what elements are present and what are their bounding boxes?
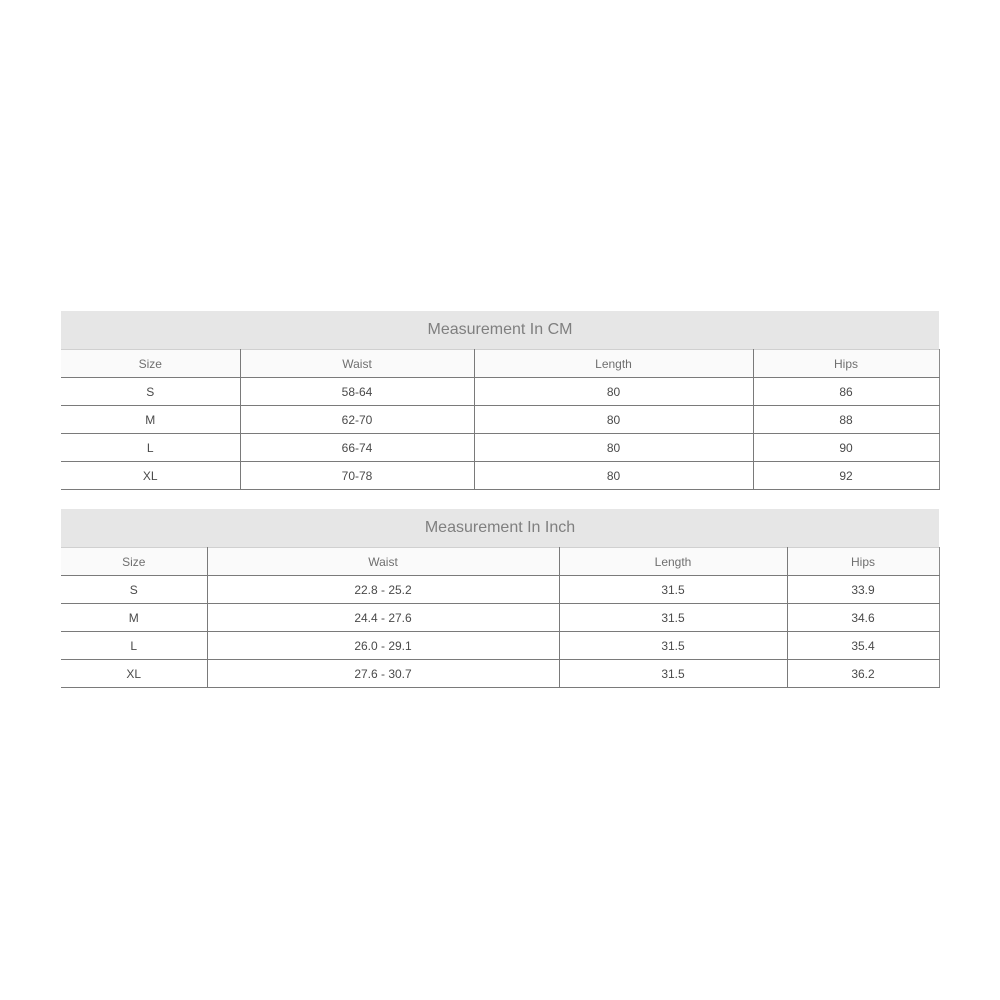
- length-cell: 31.5: [559, 576, 787, 604]
- length-cell: 80: [474, 462, 753, 490]
- size-cell: M: [61, 604, 207, 632]
- size-cell: XL: [61, 660, 207, 688]
- waist-cell: 27.6 - 30.7: [207, 660, 559, 688]
- table-title: Measurement In Inch: [61, 509, 939, 547]
- table-row: [61, 406, 939, 434]
- size-chart-cm: [61, 311, 939, 490]
- waist-cell: 70-78: [240, 462, 474, 490]
- length-cell: 80: [474, 378, 753, 406]
- column-header-waist: Waist: [240, 350, 474, 378]
- hips-cell: 36.2: [787, 660, 939, 688]
- table-title: Measurement In CM: [61, 311, 939, 349]
- table-row: [61, 434, 939, 462]
- length-cell: 80: [474, 406, 753, 434]
- size-table-inch: [61, 547, 940, 688]
- length-cell: 31.5: [559, 660, 787, 688]
- table-row: [61, 462, 939, 490]
- column-header-length: Length: [474, 350, 753, 378]
- waist-cell: 26.0 - 29.1: [207, 632, 559, 660]
- column-header-length: Length: [559, 548, 787, 576]
- waist-cell: 58-64: [240, 378, 474, 406]
- length-cell: 31.5: [559, 604, 787, 632]
- table-row: [61, 378, 939, 406]
- column-header-waist: Waist: [207, 548, 559, 576]
- size-cell: L: [61, 632, 207, 660]
- length-cell: 80: [474, 434, 753, 462]
- size-cell: L: [61, 434, 240, 462]
- table-row: [61, 604, 939, 632]
- table-row: [61, 660, 939, 688]
- header-row: [61, 548, 939, 576]
- size-cell: S: [61, 378, 240, 406]
- size-cell: S: [61, 576, 207, 604]
- table-row: [61, 632, 939, 660]
- hips-cell: 92: [753, 462, 939, 490]
- column-header-size: Size: [61, 548, 207, 576]
- hips-cell: 35.4: [787, 632, 939, 660]
- size-cell: XL: [61, 462, 240, 490]
- table-row: [61, 576, 939, 604]
- size-chart-inch: [61, 509, 939, 688]
- size-cell: M: [61, 406, 240, 434]
- hips-cell: 90: [753, 434, 939, 462]
- column-header-hips: Hips: [753, 350, 939, 378]
- waist-cell: 62-70: [240, 406, 474, 434]
- hips-cell: 34.6: [787, 604, 939, 632]
- size-table-cm: [61, 349, 940, 490]
- hips-cell: 88: [753, 406, 939, 434]
- waist-cell: 24.4 - 27.6: [207, 604, 559, 632]
- waist-cell: 66-74: [240, 434, 474, 462]
- hips-cell: 86: [753, 378, 939, 406]
- column-header-size: Size: [61, 350, 240, 378]
- column-header-hips: Hips: [787, 548, 939, 576]
- length-cell: 31.5: [559, 632, 787, 660]
- waist-cell: 22.8 - 25.2: [207, 576, 559, 604]
- header-row: [61, 350, 939, 378]
- hips-cell: 33.9: [787, 576, 939, 604]
